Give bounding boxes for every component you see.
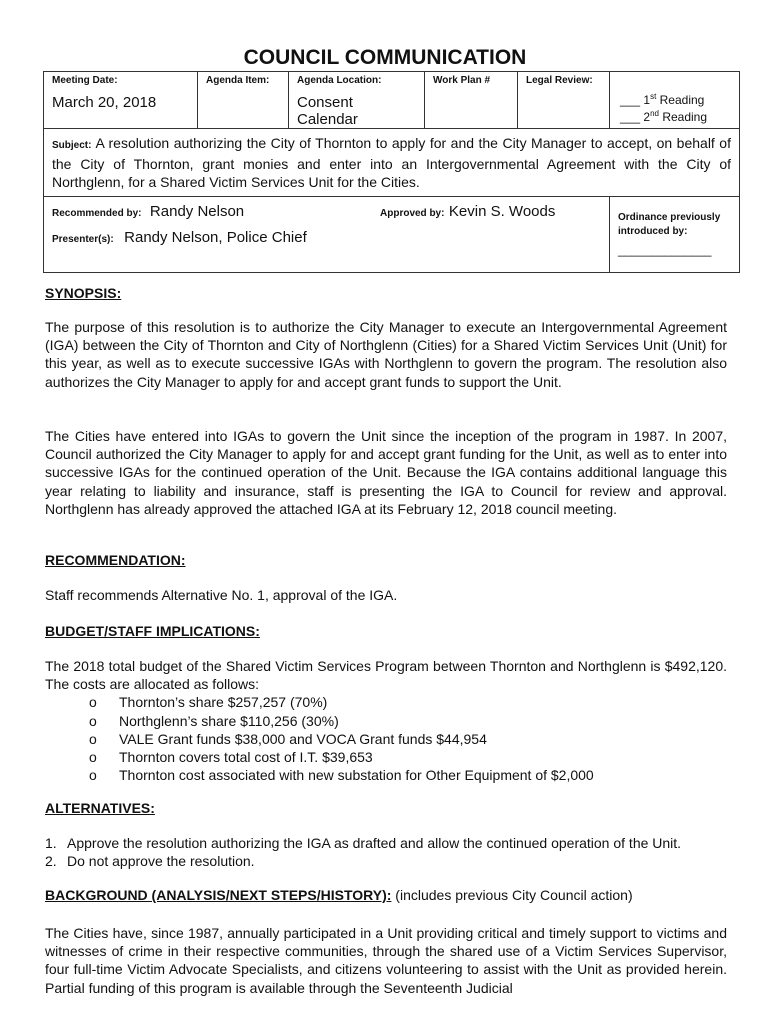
- list-item: [45, 693, 727, 711]
- list-item-text: Thornton covers total cost of I.T. $39,653: [119, 749, 373, 766]
- meeting-date-cell: [44, 72, 198, 129]
- header-table: [43, 71, 740, 273]
- subject-label: Subject:: [52, 140, 92, 151]
- presenters-value: Randy Nelson, Police Chief: [124, 229, 307, 246]
- reading-blank: ___: [620, 110, 641, 124]
- bullet-mark: o: [89, 694, 97, 711]
- bullet-mark: o: [89, 749, 97, 766]
- meeting-date-label: Meeting Date:: [52, 75, 118, 86]
- reading-suffix: nd: [650, 109, 659, 118]
- recommended-by-label: Recommended by:: [52, 208, 142, 219]
- list-item-text: Northglenn’s share $110,256 (30%): [119, 712, 339, 729]
- subject-text: A resolution authorizing the City of Thornton to apply for and the City Manager to accept, on behalf of the City of Thornton, grant monies and enter into an Intergovernmental Agreement with the City of Northglenn, for a Shared Victim Services Unit for the Cities.: [52, 135, 731, 190]
- first-reading: [620, 90, 735, 107]
- bullet-mark: o: [89, 767, 97, 784]
- list-item-text: Do not approve the resolution.: [67, 853, 255, 870]
- background-heading-line: [45, 887, 633, 903]
- alternatives-heading: ALTERNATIVES:: [45, 800, 155, 816]
- approved-by-label: Approved by:: [380, 208, 445, 219]
- reading-text: Reading: [662, 110, 708, 124]
- agenda-location-label: Agenda Location:: [297, 75, 382, 86]
- list-item: [45, 834, 727, 852]
- reading-suffix: st: [650, 92, 657, 101]
- list-item: [45, 748, 727, 766]
- reading-text: Reading: [659, 93, 705, 107]
- reading-number: 1: [643, 93, 651, 107]
- agenda-location-cell: [289, 72, 425, 129]
- second-reading: [620, 107, 735, 124]
- bullet-mark: o: [89, 730, 97, 747]
- presenters-label: Presenter(s):: [52, 234, 114, 245]
- background-heading-suffix: (includes previous City Council action): [391, 887, 633, 903]
- reading-blank: ___: [620, 93, 641, 107]
- people-cell: [44, 197, 610, 273]
- agenda-location-value: Consent Calendar: [297, 94, 358, 128]
- work-plan-label: Work Plan #: [433, 75, 491, 86]
- page-title: COUNCIL COMMUNICATION: [243, 46, 527, 69]
- recommendation-heading: RECOMMENDATION:: [45, 552, 186, 568]
- list-item-text: Approve the resolution authorizing the IGA as drafted and allow the continued operation of the Unit.: [67, 835, 682, 851]
- item-number: 1.: [45, 835, 57, 851]
- synopsis-paragraph-1: The purpose of this resolution is to authorize the City Manager to execute an Intergovernmental Agreement (IGA) between the City of Thornton and City of Northglenn (Cities) for a Shared Victim Services Unit (Unit) for this year, as well as to execute successive IGAs with Northglenn to govern the program. The resolution also authorizes the City Manager to apply for and accept grant funds to support the Unit.: [45, 319, 727, 390]
- budget-heading: BUDGET/STAFF IMPLICATIONS:: [45, 623, 260, 639]
- list-item-text: VALE Grant funds $38,000 and VOCA Grant funds $44,954: [119, 730, 487, 747]
- list-item: [45, 712, 727, 730]
- meeting-date-value: March 20, 2018: [52, 94, 157, 111]
- budget-list: [45, 693, 727, 784]
- synopsis-paragraph-2: The Cities have entered into IGAs to govern the Unit since the inception of the program in 1987. In 2007, Council authorized the City Manager to apply for and accept grant funding for the Unit, as well as to enter into successive IGAs for the continued operation of the Unit. Because the IGA contains additional language this year relating to liability and insurance, staff is presenting the IGA to Council for review and approval. Northglenn has already approved the attached IGA at its February 12, 2018 council meeting.: [45, 428, 727, 517]
- list-item: [45, 730, 727, 748]
- approved-by-group: [380, 203, 555, 221]
- recommendation-text: Staff recommends Alternative No. 1, approval of the IGA.: [45, 587, 398, 603]
- list-item: [45, 766, 727, 784]
- synopsis-heading: SYNOPSIS:: [45, 285, 122, 301]
- subject-cell: [44, 129, 740, 197]
- ordinance-label: Ordinance previously introduced by:: [618, 212, 721, 237]
- reading-cell: [610, 72, 740, 129]
- list-item-text: Thornton’s share $257,257 (70%): [119, 694, 328, 711]
- ordinance-cell: [610, 197, 740, 273]
- list-item-text: Thornton cost associated with new substation for Other Equipment of $2,000: [119, 767, 594, 784]
- approved-by-value: Kevin S. Woods: [448, 203, 556, 220]
- ordinance-blank: ______________: [618, 243, 712, 257]
- budget-section: [45, 657, 727, 784]
- list-item: [45, 852, 727, 870]
- alternatives-list: [45, 834, 727, 870]
- item-number: 2.: [45, 853, 57, 870]
- budget-intro: The 2018 total budget of the Shared Victim Services Program between Thornton and Northglenn is $492,120. The costs are allocated as follows:: [45, 658, 727, 693]
- background-heading: BACKGROUND (ANALYSIS/NEXT STEPS/HISTORY):: [45, 887, 392, 903]
- legal-review-cell: [518, 72, 610, 129]
- agenda-item-label: Agenda Item:: [206, 75, 270, 86]
- recommended-by-value: Randy Nelson: [149, 203, 245, 220]
- legal-review-label: Legal Review:: [526, 75, 593, 86]
- alternatives-section: [45, 834, 727, 870]
- bullet-mark: o: [89, 712, 97, 729]
- work-plan-cell: [425, 72, 518, 129]
- agenda-item-cell: [198, 72, 289, 129]
- reading-number: 2: [643, 110, 651, 124]
- background-paragraph: The Cities have, since 1987, annually participated in a Unit providing critical and timely support to victims and witnesses of crime in their respective communities, through the shared use of a Victim Services Supervisor, four full-time Victim Advocate Specialists, and citizens volunteering to assist with the Unit as provided herein. Partial funding of this program is available through the Seventeenth Judicial: [45, 925, 727, 996]
